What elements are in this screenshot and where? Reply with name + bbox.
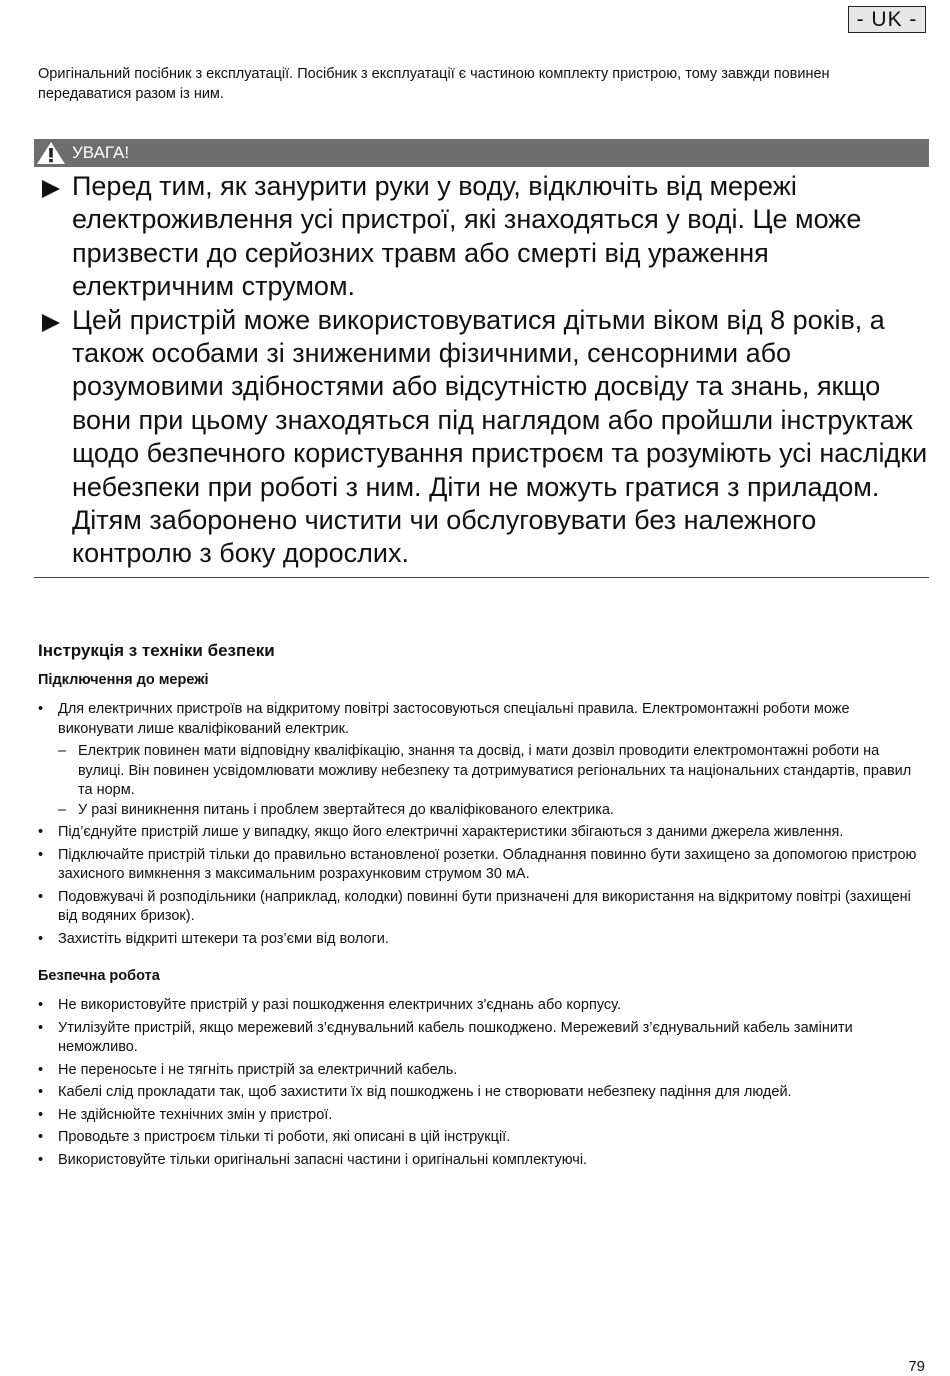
list-item: • Утилізуйте пристрій, якщо мережевий з’єднувальний кабель пошкоджено. Мережевий з’єднувальний кабель замінити неможливо. xyxy=(38,1019,853,1055)
dash-marker: – xyxy=(58,801,67,818)
bullet-dot: • xyxy=(38,1151,44,1168)
warning-title: УВАГА! xyxy=(72,143,130,162)
warning-body xyxy=(40,170,930,571)
list-item: • Не переносьте і не тягніть пристрій за електричний кабель. xyxy=(38,1061,918,1081)
bullet-dot: • xyxy=(38,824,44,840)
bullet-dot: • xyxy=(38,1061,44,1078)
arrow-right-icon xyxy=(40,304,72,333)
safety-section xyxy=(38,640,918,1173)
page-number: 79 xyxy=(908,1358,925,1375)
warning-item xyxy=(40,304,930,571)
bullet-dot: • xyxy=(38,888,44,905)
bullet-dot: • xyxy=(38,1129,44,1145)
sub-list-item: – Електрик повинен мати відповідну кваліфікацію, знання та досвід, і мати дозвіл проводити електромонтажні роботи на вулиці. Він повинен усвідомлювати можливу небезпеку та дотримуватися регіональних та національних стандартів, правил та норм. xyxy=(58,743,912,798)
list-item: • Не використовуйте пристрій у разі пошкодження електричних з'єднань або корпусу. xyxy=(38,996,918,1016)
sub-list-item: – У разі виникнення питань і проблем звертайтеся до кваліфікованого електрика. xyxy=(38,801,918,821)
bullet-dot: • xyxy=(38,846,44,863)
section-title: Інструкція з техніки безпеки xyxy=(38,641,275,660)
bullet-dot: • xyxy=(38,997,44,1013)
bullet-dot: • xyxy=(38,1084,44,1100)
warning-text: Перед тим, як занурити руки у воду, відключіть від мережі електроживлення усі пристрої, які знаходяться у воді. Це може призвести до серйозних травм або смерті від ураження електричним струмом. xyxy=(72,171,862,302)
subsection-title-operation: Безпечна робота xyxy=(38,968,160,984)
list-item: • Під’єднуйте пристрій лише у випадку, якщо його електричні характеристики збігаються з даними джерела живлення. xyxy=(38,823,918,843)
list-item: • Використовуйте тільки оригінальні запасні частини і оригінальні комплектуючі. xyxy=(38,1151,918,1171)
arrow-right-icon xyxy=(40,170,72,199)
warning-triangle-icon xyxy=(36,141,66,165)
subsection-title-mains: Підключення до мережі xyxy=(38,672,209,688)
list-item: • Захистіть відкриті штекери та роз’єми від вологи. xyxy=(38,930,918,950)
list-item: • Для електричних пристроїв на відкритому повітрі застосовуються спеціальні правила. Електромонтажні роботи може виконувати лише кваліфікований електрик. xyxy=(38,701,850,737)
intro-paragraph: Оригінальний посібник з експлуатації. Посібник з експлуатації є частиною комплекту пристрою, тому завжди повинен передаватися разом із ним. xyxy=(38,66,830,102)
list-item: • Кабелі слід прокладати так, щоб захистити їх від пошкоджень і не створювати небезпеку падіння для людей. xyxy=(38,1083,918,1103)
list-item: • Проводьте з пристроєм тільки ті роботи, які описані в цій інструкції. xyxy=(38,1128,918,1148)
warning-divider xyxy=(34,577,929,578)
dash-marker: – xyxy=(58,743,67,759)
bullet-dot: • xyxy=(38,1106,44,1123)
warning-header xyxy=(34,139,929,167)
warning-item xyxy=(40,170,930,304)
list-item: • Підключайте пристрій тільки до правильно встановленої розетки. Обладнання повинно бути захищено за допомогою пристрою захисного вимкнення з максимальним розрахунковим струмом 30 мА. xyxy=(38,846,917,882)
operation-list xyxy=(38,996,918,1170)
language-tag: - UK - xyxy=(848,6,926,33)
list-item: • Подовжувачі й розподільники (наприклад, колодки) повинні бути призначені для використання на відкритому повітрі (захищені від водяних бризок). xyxy=(38,888,911,924)
warning-text: Цей пристрій може використовуватися дітьми віком від 8 років, а також особами зі зниженими фізичними, сенсорними або розумовими здібностями або відсутністю досвіду та знань, якщо вони при цьому знаходяться під наглядом або пройшли інструктаж щодо безпечного користування пристроєм та розуміють усі наслідки небезпеки при роботі з ним. Діти не можуть гратися з приладом. Дітям заборонено чистити чи обслуговувати без належного контролю з боку дорослих. xyxy=(72,304,928,569)
bullet-dot: • xyxy=(38,930,44,947)
bullet-dot: • xyxy=(38,1019,44,1036)
list-item: • Не здійснюйте технічних змін у пристрої. xyxy=(38,1106,918,1126)
mains-list xyxy=(38,700,918,949)
bullet-dot: • xyxy=(38,701,44,717)
